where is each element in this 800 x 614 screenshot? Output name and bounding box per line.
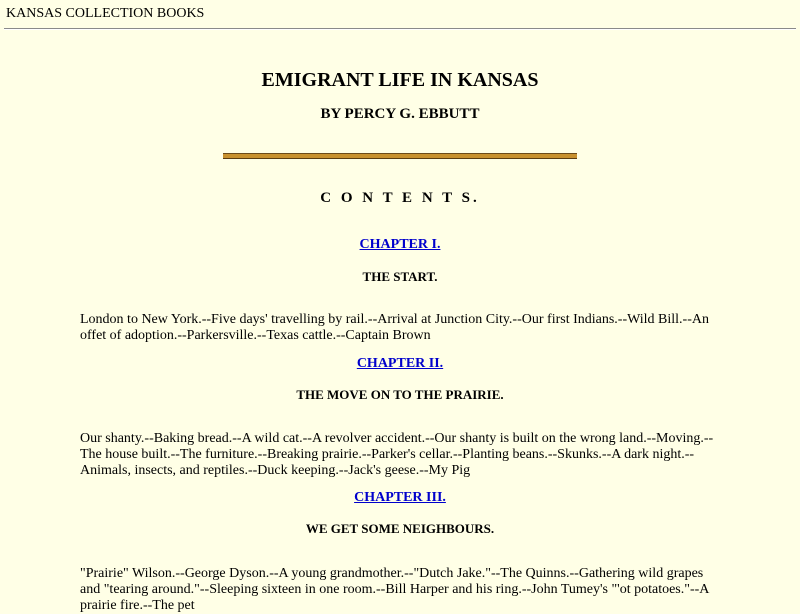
- ornamental-divider: [223, 153, 577, 159]
- chapter-3-title: WE GET SOME NEIGHBOURS.: [305, 521, 495, 536]
- contents-heading: C O N T E N T S.: [320, 190, 480, 206]
- header-divider: [4, 28, 796, 30]
- book-author: BY PERCY G. EBBUTT: [320, 106, 480, 122]
- chapter-2-title: THE MOVE ON TO THE PRAIRIE.: [296, 387, 504, 402]
- chapter-1-summary: London to New York.--Five days' travelling by rail.--Arrival at Junction City.--Our first Indians.--Wild Bill.--An offet of adoption.--Parkersville.--Texas cattle.--Captain Brown: [80, 312, 709, 343]
- chapter-1-title: THE START.: [362, 269, 438, 284]
- site-header: KANSAS COLLECTION BOOKS: [6, 6, 205, 21]
- chapter-1-link[interactable]: CHAPTER I.: [359, 237, 441, 252]
- chapter-2-link[interactable]: CHAPTER II.: [356, 356, 444, 371]
- chapter-2-summary: Our shanty.--Baking bread.--A wild cat.--A revolver accident.--Our shanty is built on the wrong land.--Moving.--The house built.--The furniture.--Breaking prairie.--Parker's cellar.--Planting beans.--Skunks.--A dark night.--Animals, insects, and reptiles.--Duck keeping.--Jack's geese.--My Pig: [80, 431, 714, 478]
- chapter-1-link-wrapper: [0, 236, 800, 254]
- chapter-3-link[interactable]: CHAPTER III.: [354, 490, 446, 505]
- chapter-2-link-wrapper: [0, 355, 800, 373]
- book-title: EMIGRANT LIFE IN KANSAS: [261, 69, 539, 91]
- chapter-3-summary: "Prairie" Wilson.--George Dyson.--A young grandmother.--"Dutch Jake."--The Quinns.--Gathering wild grapes and "tearing around."--Sleeping sixteen in one room.--Bill Harper and his ring.--John Tumey's "'ot potatoes."--A prairie fire.--The pet: [80, 566, 709, 613]
- chapter-3-link-wrapper: [0, 489, 800, 507]
